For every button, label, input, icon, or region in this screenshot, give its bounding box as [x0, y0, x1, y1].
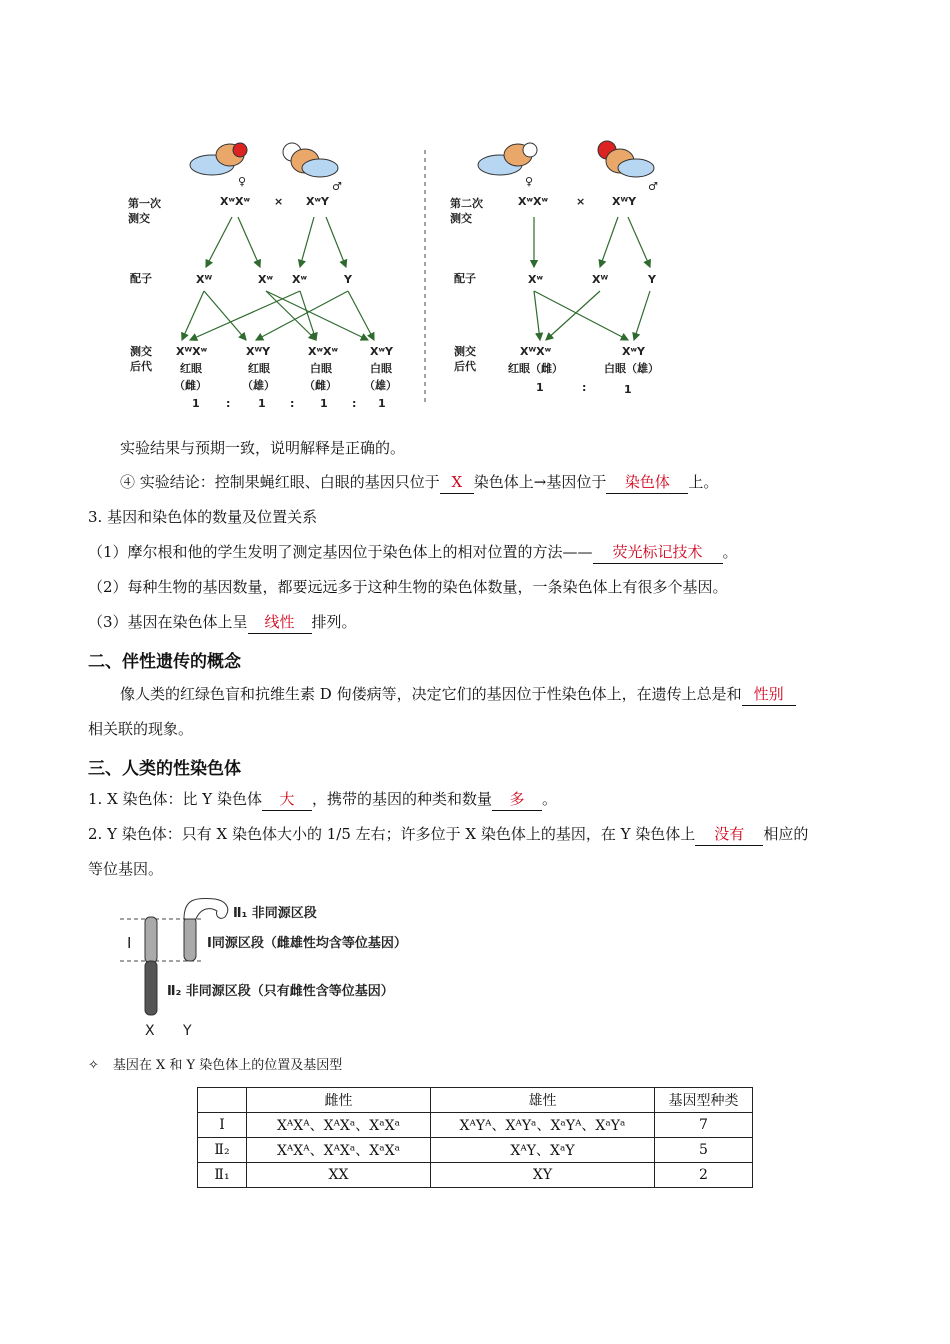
svg-text:1: 1 [624, 383, 632, 396]
blank-fluorescence: 荧光标记技术 [593, 541, 723, 564]
left-gamete-2: Xʷ [258, 273, 273, 286]
right-gamete-3: Y [648, 273, 656, 286]
right-female-fly-icon [478, 143, 537, 175]
svg-text:XᵂXʷ: XᵂXʷ [520, 345, 552, 358]
svg-text:红眼: 红眼 [180, 362, 202, 375]
table-row: Ⅱ₁ XX XY 2 [198, 1163, 753, 1188]
item-y-chromosome: 2. Y 染色体：只有 X 染色体大小的 1/5 左右；许多位于 X 染色体上的基因，在 Y 染色体上 没有 相应的 [88, 823, 808, 846]
female-symbol: ♀ [238, 175, 247, 188]
left-gamete-3: Xʷ [292, 273, 307, 286]
table-header-row [198, 1088, 753, 1113]
svg-text:（雄）: （雄） [364, 379, 397, 392]
svg-text:XʷY: XʷY [370, 345, 393, 358]
diamond-bullet-icon: ✧ [88, 1058, 99, 1073]
svg-text::: : [352, 397, 357, 410]
svg-text:（雄）: （雄） [242, 379, 275, 392]
svg-text:1: 1 [536, 381, 544, 394]
paragraph-sex-linked-l2: 相关联的现象。 [88, 720, 194, 738]
paragraph-result: 实验结果与预期一致，说明解释是正确的。 [120, 439, 406, 457]
region-I-marker: I [127, 934, 132, 952]
right-offspring-label: 测交后代 [454, 345, 476, 373]
heading-human-sex-chromosomes: 三、人类的性染色体 [88, 759, 241, 779]
left-parent-arrows [206, 217, 346, 267]
svg-text:（雌）: （雌） [174, 379, 207, 392]
right-parent-male: XᵂY [612, 195, 637, 208]
paragraph-sex-linked: 像人类的红绿色盲和抗维生素 D 佝偻病等，决定它们的基因位于性染色体上，在遗传上总是和 性别 [120, 683, 796, 706]
svg-text:（雌）: （雌） [304, 379, 337, 392]
right-gamete-1: Xʷ [528, 273, 543, 286]
header-region [198, 1088, 247, 1113]
svg-text:白眼（雄）: 白眼（雄） [604, 362, 659, 375]
svg-text:1: 1 [320, 397, 328, 410]
male-symbol: ♂ [332, 180, 342, 193]
header-female: 雌性 [247, 1088, 431, 1113]
svg-text:红眼: 红眼 [248, 362, 270, 375]
right-male-symbol: ♂ [648, 180, 658, 193]
label-x: X [145, 1023, 155, 1039]
left-gamete-arrows [182, 291, 374, 340]
blank-x: X [440, 471, 474, 494]
blank-linear: 线性 [248, 611, 312, 634]
left-gamete-label: 配子 [130, 272, 152, 285]
svg-text::: : [226, 397, 231, 410]
blank-chromosome: 染色体 [606, 471, 688, 494]
svg-text:XᵂY: XᵂY [246, 345, 271, 358]
label-II1: Ⅱ₁ 非同源区段 [233, 906, 317, 921]
blank-many: 多 [492, 788, 542, 811]
female-fly-icon [190, 143, 247, 175]
left-gamete-4: Y [344, 273, 352, 286]
item-3-3: （3）基因在染色体上呈 线性 排列。 [88, 611, 357, 634]
left-cross: × [274, 195, 284, 208]
right-gamete-label: 配子 [454, 272, 476, 285]
right-cross: × [576, 195, 586, 208]
right-parent-female: XʷXʷ [518, 195, 548, 208]
right-offspring [508, 345, 659, 396]
label-II2: Ⅱ₂ 非同源区段（只有雌性含等位基因） [167, 984, 394, 999]
item-3-1: （1）摩尔根和他的学生发明了测定基因位于染色体上的相对位置的方法—— 荧光标记技术 。 [88, 541, 738, 564]
blank-big: 大 [262, 788, 312, 811]
header-male: 雄性 [431, 1088, 655, 1113]
x-chromosome [145, 917, 157, 1015]
left-offspring [174, 345, 397, 410]
xy-chromosome-diagram [115, 893, 455, 1043]
blank-none: 没有 [695, 823, 763, 846]
header-count: 基因型种类 [655, 1088, 753, 1113]
table-caption: ✧ 基因在 X 和 Y 染色体上的位置及基因型 [88, 1058, 343, 1073]
table-row: Ⅰ XᴬXᴬ、XᴬXᵃ、XᵃXᵃ XᴬYᴬ、XᴬYᵃ、XᵃYᴬ、XᵃYᵃ 7 [198, 1113, 753, 1138]
item-x-chromosome: 1. X 染色体：比 Y 染色体 大 ，携带的基因的种类和数量 多 。 [88, 788, 557, 811]
male-fly-icon [283, 143, 338, 177]
right-female-symbol: ♀ [525, 175, 534, 188]
item-y-chromosome-l2: 等位基因。 [88, 860, 164, 878]
y-chromosome [184, 898, 228, 961]
svg-text:XʷY: XʷY [622, 345, 645, 358]
left-parent-female: XʷXʷ [220, 195, 250, 208]
second-testcross-label: 第二次测交 [450, 197, 483, 225]
svg-text:红眼（雌）: 红眼（雌） [508, 362, 563, 375]
label-y: Y [183, 1023, 192, 1039]
svg-text:XʷXʷ: XʷXʷ [308, 345, 338, 358]
left-gamete-1: Xᵂ [196, 273, 213, 286]
right-male-fly-icon [598, 141, 654, 177]
first-testcross-label: 第一次测交 [128, 197, 161, 225]
paragraph-conclusion: ④ 实验结论：控制果蝇红眼、白眼的基因只位于 X 染色体上→基因位于 染色体 上。 [120, 471, 718, 494]
svg-text:白眼: 白眼 [370, 362, 392, 375]
left-parent-male: XʷY [306, 195, 329, 208]
svg-text:1: 1 [192, 397, 200, 410]
right-gamete-2: Xᵂ [592, 273, 609, 286]
heading-sex-linked: 二、伴性遗传的概念 [88, 652, 241, 672]
section-3-title: 3. 基因和染色体的数量及位置关系 [88, 508, 318, 526]
svg-text::: : [582, 381, 587, 394]
svg-text:1: 1 [378, 397, 386, 410]
svg-text::: : [290, 397, 295, 410]
left-offspring-label: 测交后代 [130, 345, 152, 373]
svg-text:白眼: 白眼 [310, 362, 332, 375]
genotype-table [197, 1087, 753, 1188]
blank-sex: 性别 [742, 683, 796, 706]
item-3-2: （2）每种生物的基因数量，都要远远多于这种生物的染色体数量，一条染色体上有很多个基因。 [88, 578, 728, 596]
svg-text:1: 1 [258, 397, 266, 410]
label-I: Ⅰ同源区段（雌雄性均含等位基因） [207, 936, 407, 951]
table-row: Ⅱ₂ XᴬXᴬ、XᴬXᵃ、XᵃXᵃ XᴬY、XᵃY 5 [198, 1138, 753, 1163]
testcross-diagram [120, 135, 680, 415]
svg-text:XᵂXʷ: XᵂXʷ [176, 345, 208, 358]
